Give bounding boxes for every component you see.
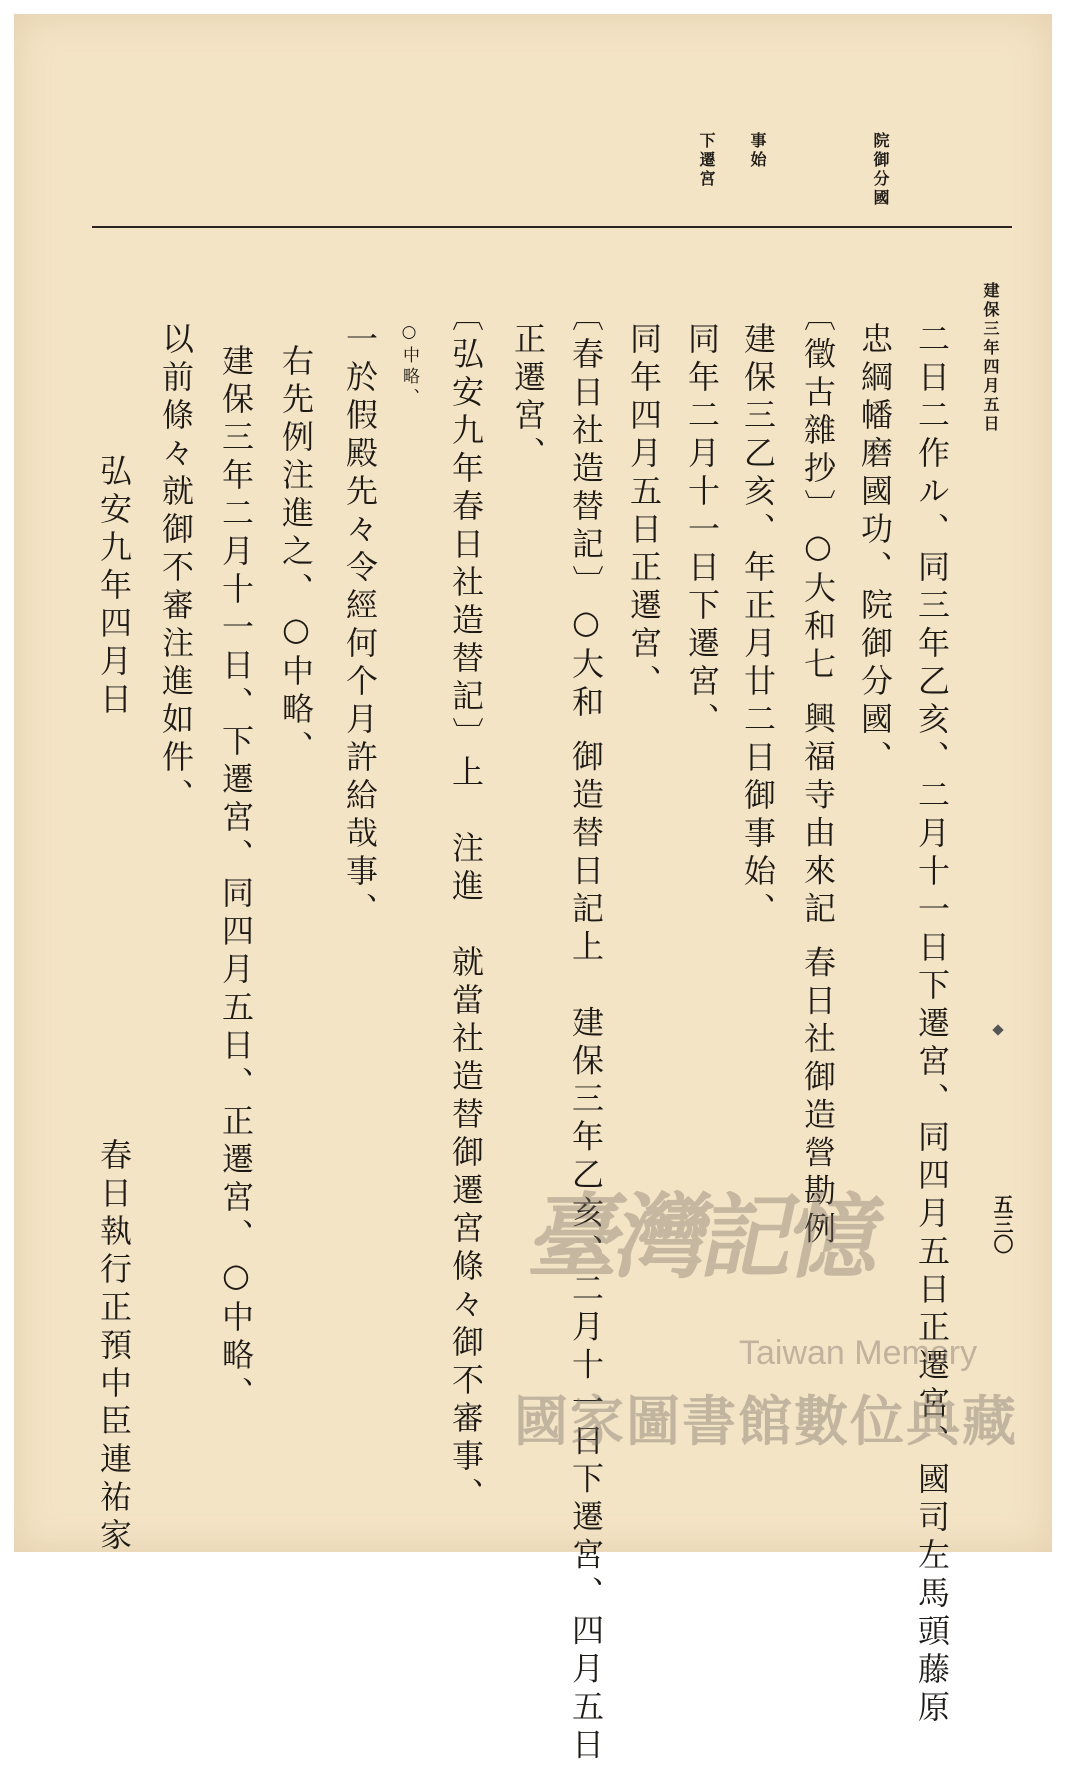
text-column-2: 忠綱幡磨國功、院御分國、 xyxy=(856,322,894,778)
text-column-6: 同年四月五日正遷宮、 xyxy=(625,322,663,702)
watermark-english: Taiwan Memory xyxy=(739,1334,978,1372)
text-column-5: 同年二月十一日下遷宮、 xyxy=(683,322,721,740)
text-column-3: 〔徵古雜抄〕○大和七 興福寺由來記 春日社御造營勘例 xyxy=(799,299,837,1250)
text-column-8: 正遷宮、 xyxy=(509,322,547,474)
running-title: 建保三年四月五日 xyxy=(981,282,1000,434)
ink-spot xyxy=(992,1024,1003,1035)
marginal-note-2: 事始 xyxy=(748,132,767,170)
text-column-10: ○中略、 xyxy=(399,322,419,409)
text-column-13: 建保三年二月十一日、下遷宮、同四月五日、正遷宮、○中略、 xyxy=(217,344,255,1414)
marginal-note-1: 院御分國 xyxy=(871,132,890,208)
text-column-12: 右先例注進之、○中略、 xyxy=(277,344,315,768)
text-column-4: 建保三乙亥、年正月廿二日御事始、 xyxy=(739,322,777,930)
watermark-library: 國家圖書館數位典藏 xyxy=(514,1392,1018,1452)
marginal-note-3: 下遷宮 xyxy=(697,132,716,189)
watermark-logo: 臺灣記憶 xyxy=(521,1183,889,1291)
book-page xyxy=(14,14,1052,1765)
header-rule xyxy=(92,226,1012,228)
text-column-7: 〔春日社造替記〕○大和 御造替日記上 建保三年乙亥、二月十一日下遷宮、四月五日 xyxy=(567,299,605,1765)
page-number: 五三〇 xyxy=(990,1194,1014,1254)
text-column-1: 二日二作ル、同三年乙亥、二月十一日下遷宮、同四月五日正遷宮、國司左馬頭藤原 xyxy=(913,322,951,1728)
text-column-11: 一於假殿先々令經何个月許給哉事、 xyxy=(341,322,379,930)
text-column-14: 以前條々就御不審注進如件、 xyxy=(157,322,195,816)
text-column-15: 弘安九年四月日 春日執行正預中臣連祐家 xyxy=(95,454,133,1556)
text-column-9: 〔弘安九年春日社造替記〕上 注進 就當社造替御遷宮條々御不審事、 xyxy=(447,299,485,1515)
